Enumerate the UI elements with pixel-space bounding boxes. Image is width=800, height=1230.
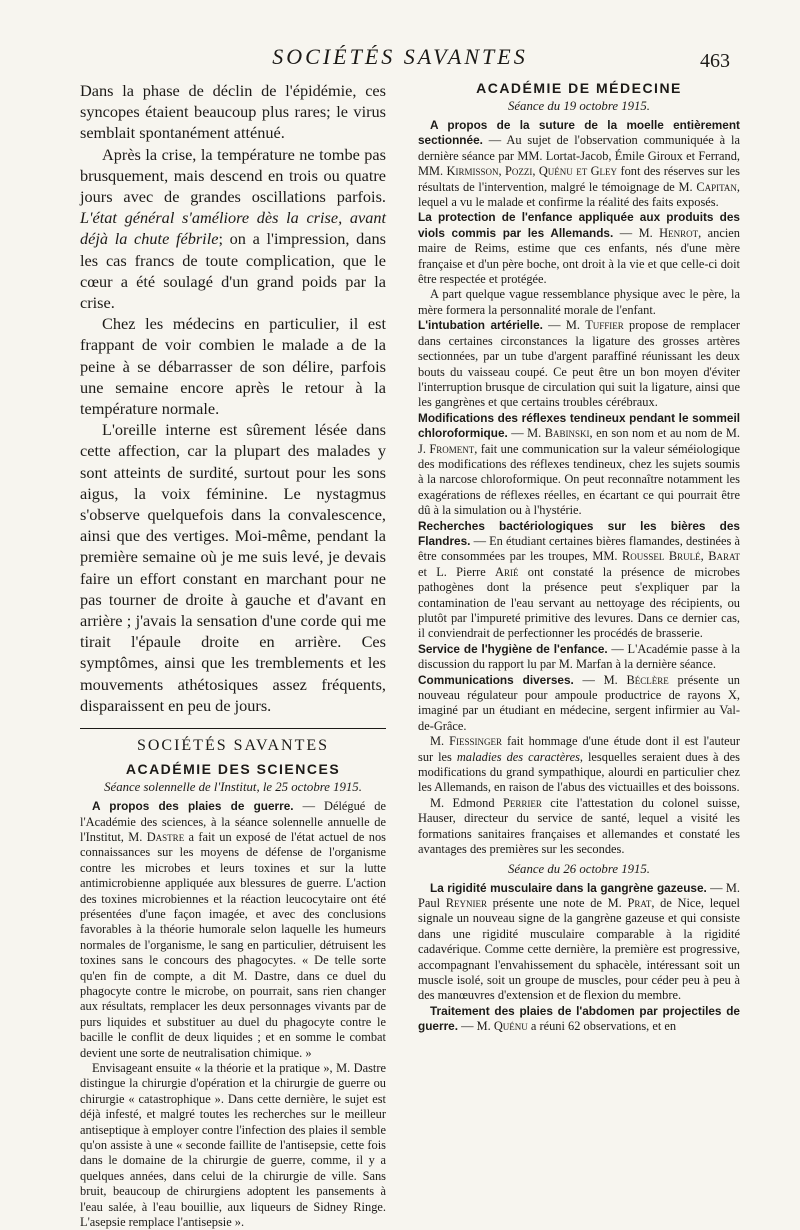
author-name: Babinski bbox=[544, 426, 590, 441]
article-protection-enfance bbox=[418, 210, 740, 287]
text-run: , en son nom et au nom de M. J. bbox=[418, 426, 740, 456]
author-name: Kirmisson, Pozzi, Quénu et Gley bbox=[446, 164, 618, 179]
text-run: , ancien maire de Reims, estime que ces enfants, nés d'une mère française et d'un père boche, ont droit à la vie et que celle-ci doit être respectée et protégée. bbox=[418, 225, 740, 287]
text-run: — M. bbox=[507, 426, 545, 441]
text-run: M. Edmond bbox=[430, 795, 503, 810]
author-name: Froment bbox=[429, 441, 475, 456]
text-run: — Délégué de l'Académie des sciences, à la séance solennelle annuelle de l'Institut, M. bbox=[80, 799, 386, 844]
text-run: — M. bbox=[613, 225, 660, 240]
author-name: Fiessinger bbox=[449, 734, 503, 749]
article-intubation bbox=[418, 318, 740, 410]
author-name: Perrier bbox=[502, 795, 542, 810]
author-name: Tuffier bbox=[585, 318, 624, 333]
author-name: Béclère bbox=[626, 672, 669, 687]
article-heading: Traitement des plaies de l'abdomen par projectiles de guerre. bbox=[418, 1003, 740, 1034]
section-title: SOCIÉTÉS SAVANTES bbox=[136, 737, 330, 755]
text-run: — M. bbox=[458, 1019, 494, 1034]
article-heading: La rigidité musculaire dans la gangrène gazeuse. bbox=[430, 880, 707, 895]
article-plaies-paragraph-2: Envisageant ensuite « la théorie et la pratique », M. Dastre distingue la chirurgie d'opération et la chirurgie de guerre ou chirurgie « catastrophique ». Dans cette dernière, le sujet est déjà infesté, et malgré toutes les recherches sur le meilleur antiseptique à employer contre l'infection des plaies il semble qu'on assiste à une « seconde faillite de l'antisepsie, cette fois dans le domaine de la chirurgie de guerre, comme, il y a quelques années, dans celui de la chirurgie de ville. Sans bruit, beaucoup de chirurgiens adoptent les pansements à l'eau salée, à l'eau bouillie, aux liqueurs de Sidney Ringe. L'asepsie remplace l'antisepsie ». bbox=[80, 1061, 386, 1230]
article-bieres bbox=[418, 519, 740, 642]
intro-paragraph-3: Chez les médecins en particulier, il est frappant de voir combien le malade a de la peine à se débarrasser de son délire, parfois une semaine encore après le retour à la température normale. bbox=[80, 314, 386, 419]
author-name: Arié bbox=[495, 564, 519, 579]
article-heading: A propos de la suture de la moelle entièrement sectionnée. bbox=[418, 118, 740, 148]
article-protection-paragraph-2: A part quelque vague ressemblance physique avec le père, la mère formera la personnalité morale de l'enfant. bbox=[418, 287, 740, 317]
article-heading: Communications diverses. bbox=[418, 672, 574, 687]
article-rigidite-musculaire bbox=[418, 881, 740, 1004]
author-name: Reynier bbox=[445, 895, 487, 910]
seance-date: Séance solennelle de l'Institut, le 25 octobre 1915. bbox=[104, 780, 362, 795]
intro-paragraph-1: Dans la phase de déclin de l'épidémie, ces syncopes étaient beaucoup plus rares; le virus semblait spontanément atténué. bbox=[80, 81, 386, 143]
article-communications-paragraph-2 bbox=[418, 734, 740, 796]
text-run: Après la crise, la température ne tombe pas brusquement, mais descend en trois ou quatre jours avec de grandes oscillations parfois. bbox=[80, 144, 386, 207]
intro-paragraph-2 bbox=[80, 144, 386, 314]
article-communications-paragraph-3 bbox=[418, 796, 740, 858]
article-heading: Modifications des réflexes tendineux pendant le sommeil chloroformique. bbox=[418, 410, 740, 441]
italic-run: maladies des caractères bbox=[456, 749, 580, 764]
text-run: , lesquelles seraient dues à des modifications du grand sympathique, alourdi en particulier chez les Allemands, en raison de l'abus des victuailles et des boissons. bbox=[418, 749, 740, 795]
right-column bbox=[418, 80, 740, 1035]
author-name: Quénu bbox=[493, 1019, 528, 1034]
text-run: — L'Académie passe à la discussion du rapport lu par M. Marfan à la dernière séance. bbox=[418, 641, 740, 672]
seance-date: Séance du 26 octobre 1915. bbox=[507, 861, 651, 876]
article-communications bbox=[418, 673, 740, 735]
text-run: , fait une communication sur la valeur séméiologique des modifications des réflexes tendineux, chez les sujets soumis à la narcose chloroformique. On peut reconnaître notamment les exagérations de réflexes réelles, en écartant ce qui pourrait être dû à la simulation ou à l'hystérie. bbox=[418, 441, 740, 518]
text-run: fait hommage d'une étude dont il est l'auteur sur les bbox=[418, 734, 740, 764]
academy-sciences-heading: ACADÉMIE DES SCIENCES bbox=[125, 761, 341, 778]
article-heading: Service de l'hygiène de l'enfance. bbox=[418, 641, 608, 656]
text-run: ; on a l'impression, dans les cas francs de toute complication, que le cœur a été soulagé d'un grand poids par la crise. bbox=[80, 229, 386, 313]
text-run: ont constaté la présence de microbes pathogènes dont la présence peut s'expliquer par la contamination de l'eau servant au nettoyage des récipients, ou plutôt par l'impureté primitive des levures. Dans ce dernier cas, il conviendrait de perfectionner les procédés de brasserie. bbox=[418, 564, 740, 641]
text-run: — M. bbox=[573, 672, 627, 687]
article-hygiene-enfance bbox=[418, 642, 740, 673]
text-run: propose de remplacer dans certaines circonstances la ligature des grosses artères sectionnées, par un tube d'argent paraffiné réunissant les deux bouts du vaisseau coupé. Ce peut être un bon moyen d'éviter l'interruption brusque de circulation qui suit la ligature, ainsi que les gangrènes et que certains troubles cérébraux. bbox=[418, 318, 740, 410]
academy-medecine-heading: ACADÉMIE DE MÉDECINE bbox=[476, 80, 682, 96]
article-reflexes bbox=[418, 411, 740, 519]
text-run: font des réserves sur les résultats de l'intervention, malgré le témoignage de M. bbox=[418, 164, 741, 194]
author-name: Roussel Brulé, Barat bbox=[622, 549, 741, 564]
text-run: a fait un exposé de l'état actuel de nos connaissances sur les moyens de défense de l'organisme contre les microbes et leurs toxines et sur la lutte antimicrobienne appliquée aux blessures de guerre. L'action des toxines microbiennes et la réaction leucocytaire ont été présentées d'une façon imagée, et avec des conclusions favorables à la théorie humorale selon laquelle les humeurs normales de l'organisme, le sang en particulier, détruisent les toxines sans le concours des phagocytes. « De telle sorte qu'en fin de compte, a dit M. Dastre, dans ce duel du phagocyte contre le microbe, on pourrait, sans rien changer aux résultats, remplacer les deux personnages vivants par de purs liquides et substituer au duel du phagocyte contre le bacille le conflit de deux liquides ; et en somme le combat devient une sorte de neutralisation chimique. » bbox=[80, 829, 386, 1060]
text-run: présente une note de M. bbox=[486, 895, 628, 910]
article-heading: L'intubation artérielle. bbox=[418, 318, 543, 333]
text-run: , lequel a vu le malade et confirme la réalité des faits exposés. bbox=[418, 179, 740, 210]
text-run: — Au sujet de l'observation communiquée à la dernière séance par MM. Lortat-Jacob, Émile Giroux et Ferrand, MM. bbox=[418, 133, 740, 179]
author-name: Prat bbox=[627, 895, 652, 910]
author-name: Dastre bbox=[146, 829, 185, 844]
text-run: M. bbox=[430, 734, 450, 749]
text-run: , de Nice, lequel signale un nouveau signe de la gangrène gazeuse et qui consiste dans une rigidité musculaire comparable à la rigidité cadavérique. Comme cette dernière, la première est progressive, accompagnant l'envahissement du sphacèle, intéressant soit un muscle isolé, soit un groupe de muscles, pour céder peu à peu à des manœuvres d'extension et de flexion du membre. bbox=[418, 895, 740, 1003]
article-plaies-de-guerre bbox=[80, 799, 386, 1061]
page-number: 463 bbox=[700, 50, 730, 72]
author-name: Henrot bbox=[659, 225, 699, 240]
author-name: Capitan bbox=[696, 179, 737, 194]
text-run: cite l'attestation du colonel suisse, Hauser, directeur du service de santé, lequel a visité les formations sanitaires françaises et allemandes et constaté les avantages des premières sur les secondes. bbox=[418, 795, 740, 857]
text-run: et L. Pierre bbox=[418, 564, 496, 579]
text-run: — En étudiant certaines bières flamandes, destinées à être consommées par les troupes, MM. bbox=[418, 533, 740, 564]
article-suture-moelle bbox=[418, 118, 740, 210]
article-heading: La protection de l'enfance appliquée aux produits des viols commis par les Allemands. bbox=[418, 210, 740, 240]
running-title: SOCIÉTÉS SAVANTES bbox=[272, 44, 528, 69]
intro-paragraph-4: L'oreille interne est sûrement lésée dans cette affection, car la plupart des malades y sont atteints de surdité, surtout pour les sons aigus, la voix féminine. Le nystagmus s'observe quelquefois dans la convalescence, ainsi que des vertiges. Moi-même, pendant la première semaine où je me suis levé, je devais faire un effort constant en marchant pour ne pas tourner de droite à gauche et d'avant en arrière ; j'avais la sensation d'une corde qui me tirait l'épaule droite en arrière. Ces symptômes, ainsi que les tremblements et les mouvements athétosiques assez fréquents, disparaissent en peu de jours. bbox=[80, 420, 386, 715]
italic-run: L'état général s'améliore dès la crise, avant déjà la chute fébrile bbox=[80, 208, 386, 249]
seance-date: Séance du 19 octobre 1915. bbox=[507, 99, 651, 113]
left-column bbox=[80, 80, 386, 1230]
article-plaies-abdomen bbox=[418, 1004, 740, 1035]
article-heading: A propos des plaies de guerre. bbox=[92, 799, 294, 814]
text-run: — M. Paul bbox=[418, 880, 740, 910]
text-run: présente un nouveau régulateur pour ampoule productrice de rayons X, imaginé par un étudiant en médecine, sergent infirmier au Val-de-Grâce. bbox=[418, 672, 740, 733]
section-divider bbox=[80, 728, 386, 729]
article-heading: Recherches bactériologiques sur les bières des Flandres. bbox=[418, 518, 740, 548]
text-run: a réuni 62 observations, et en bbox=[527, 1019, 677, 1034]
text-run: — M. bbox=[542, 318, 586, 333]
